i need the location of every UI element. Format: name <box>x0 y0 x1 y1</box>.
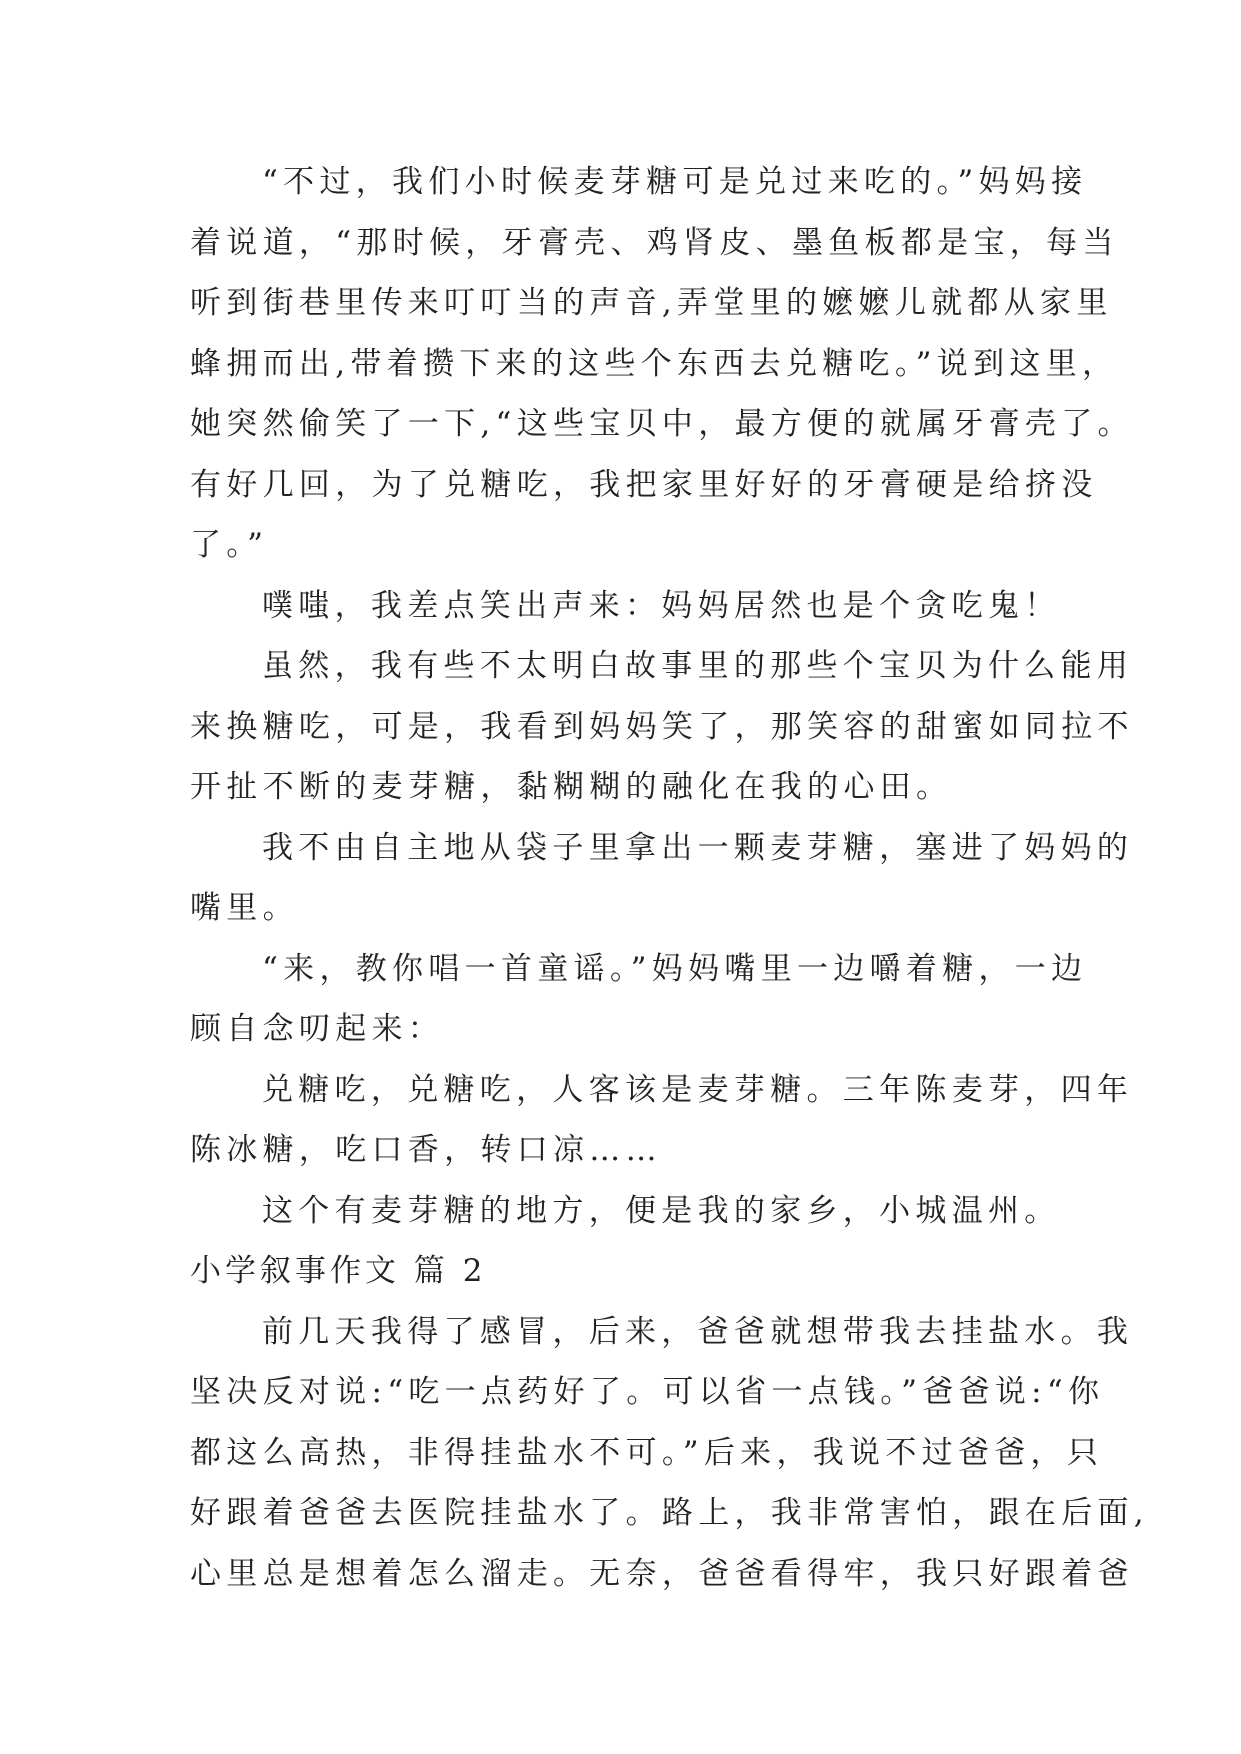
text-line: 蜂拥而出,带着攒下来的这些个东西去兑糖吃。”说到这里， <box>190 345 1119 382</box>
text-line: “不过，我们小时候麦芽糖可是兑过来吃的。”妈妈接 <box>262 164 1088 200</box>
text-line: 着说道，“那时候，牙膏壳、鸡肾皮、墨鱼板都是宝，每当 <box>190 224 1119 261</box>
text-line: “来，教你唱一首童谣。”妈妈嘴里一边嚼着糖，一边 <box>262 950 1088 987</box>
text-line: 有好几回，为了兑糖吃，我把家里好好的牙膏硬是给挤没 <box>190 466 1098 503</box>
paragraph-nursery-rhyme-intro <box>190 939 1088 1060</box>
paragraph-cold-story <box>190 1302 1149 1605</box>
text-line: 噗嗤，我差点笑出声来：妈妈居然也是个贪吃鬼！ <box>262 587 1061 624</box>
text-line: 顾自念叨起来： <box>190 1011 445 1047</box>
text-line: 兑糖吃，兑糖吃，人客该是麦芽糖。三年陈麦芽，四年 <box>262 1071 1134 1108</box>
text-line: 前几天我得了感冒，后来，爸爸就想带我去挂盐水。我 <box>262 1313 1134 1350</box>
paragraph-mom-story <box>190 152 1134 576</box>
text-line: 坚决反对说:“吃一点药好了。可以省一点钱。”爸爸说:“你 <box>190 1374 1105 1410</box>
paragraph-hometown <box>190 1181 1061 1242</box>
text-line: 开扯不断的麦芽糖，黏糊糊的融化在我的心田。 <box>190 769 953 805</box>
section-title: 小学叙事作文 篇 2 <box>190 1253 487 1289</box>
paragraph-give-candy <box>190 818 1134 939</box>
paragraph-nursery-rhyme <box>190 1060 1134 1181</box>
text-line: 好跟着爸爸去医院挂盐水了。路上，我非常害怕，跟在后面, <box>190 1495 1149 1531</box>
paragraph-laugh <box>190 576 1061 637</box>
text-line: 心里总是想着怎么溜走。无奈，爸爸看得牢，我只好跟着爸 <box>190 1555 1134 1592</box>
text-line: 来换糖吃，可是，我看到妈妈笑了，那笑容的甜蜜如同拉不 <box>190 708 1134 745</box>
text-line: 嘴里。 <box>190 890 299 926</box>
text-line: 这个有麦芽糖的地方，便是我的家乡，小城温州。 <box>262 1192 1061 1229</box>
text-line: 都这么高热，非得挂盐水不可。”后来，我说不过爸爸，只 <box>190 1434 1104 1471</box>
text-line: 陈冰糖，吃口香，转口凉…… <box>190 1132 662 1168</box>
text-line: 听到街巷里传来叮叮当的声音,弄堂里的嬷嬷儿就都从家里 <box>190 285 1113 321</box>
document-body <box>190 152 1149 1604</box>
text-line: 虽然，我有些不太明白故事里的那些个宝贝为什么能用 <box>262 648 1134 684</box>
paragraph-treasures <box>190 636 1134 818</box>
text-line: 她突然偷笑了一下,“这些宝贝中，最方便的就属牙膏壳了。 <box>190 406 1134 442</box>
text-line: 了。” <box>190 527 269 563</box>
text-line: 我不由自主地从袋子里拿出一颗麦芽糖，塞进了妈妈的 <box>262 829 1134 866</box>
